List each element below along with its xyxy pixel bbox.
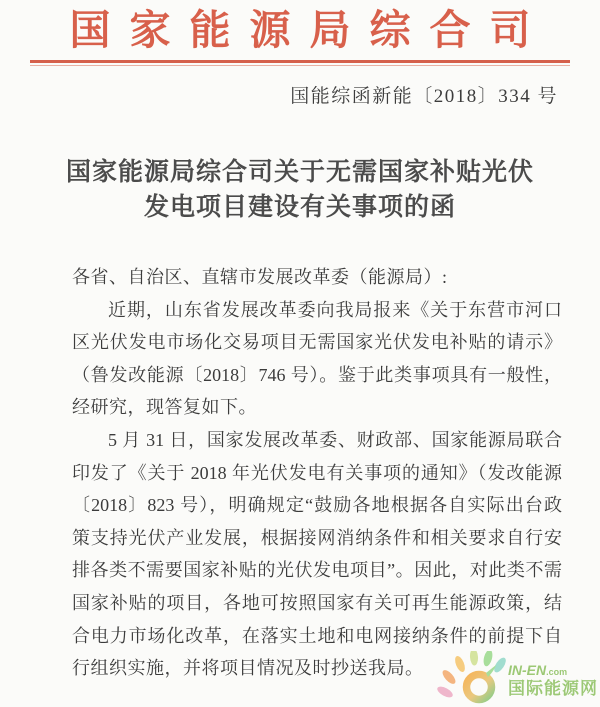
- in-en-site-watermark: [436, 651, 598, 705]
- body-salutation: 各省、自治区、直辖市发展改革委（能源局）:: [72, 267, 448, 287]
- document-title: [0, 155, 600, 225]
- body-line: 行组织实施，并将项目情况及时抄送我局。: [72, 658, 424, 679]
- watermark-site-name: IN-EN: [508, 662, 547, 678]
- body-line: （鲁发改能源〔2018〕746 号）。鉴于此类事项具有一般性，: [72, 364, 562, 385]
- watermark-site-name-en: [508, 663, 598, 679]
- body-line: 印发了《关于 2018 年光伏发电有关事项的通知》（发改能源: [72, 462, 562, 483]
- body-line: 国家补贴的项目，各地可按照国家有关可再生能源政策，结: [72, 592, 562, 613]
- body-line: 5 月 31 日，国家发展改革委、财政部、国家能源局联合: [108, 429, 562, 450]
- body-line: 近期，山东省发展改革委向我局报来《关于东营市河口: [108, 299, 562, 320]
- body-line: 策支持光伏产业发展，根据接网消纳条件和相关要求自行安: [72, 527, 562, 548]
- document-title-line-2: 发电项目建设有关事项的函: [143, 194, 456, 221]
- document-title-line-1: 国家能源局综合司关于无需国家补贴光伏: [65, 159, 534, 186]
- flower-sun-logo-icon: [436, 651, 514, 705]
- letterhead-divider-rule: [30, 60, 570, 66]
- body-line: 合电力市场化改革，在落实土地和电网接纳条件的前提下自: [72, 625, 562, 646]
- watermark-site-name-cn: 国际能源网: [508, 679, 598, 698]
- body-line: 区光伏发电市场化交易项目无需国家光伏发电补贴的请示》: [72, 332, 562, 353]
- document-body: [72, 261, 562, 685]
- watermark-text: [508, 663, 598, 698]
- document-reference-number: 国能综函新能〔2018〕334 号: [290, 86, 558, 107]
- watermark-site-tld: .com: [546, 667, 568, 677]
- letterhead-agency-name: 国家能源局综合司: [69, 7, 550, 53]
- body-line: 经研究，现答复如下。: [72, 397, 257, 418]
- body-line: 排各类不需要国家补贴的光伏发电项目”。因此，对此类不需: [72, 560, 562, 581]
- body-line: 〔2018〕823 号），明确规定“鼓励各地根据各自实际出台政: [72, 495, 562, 516]
